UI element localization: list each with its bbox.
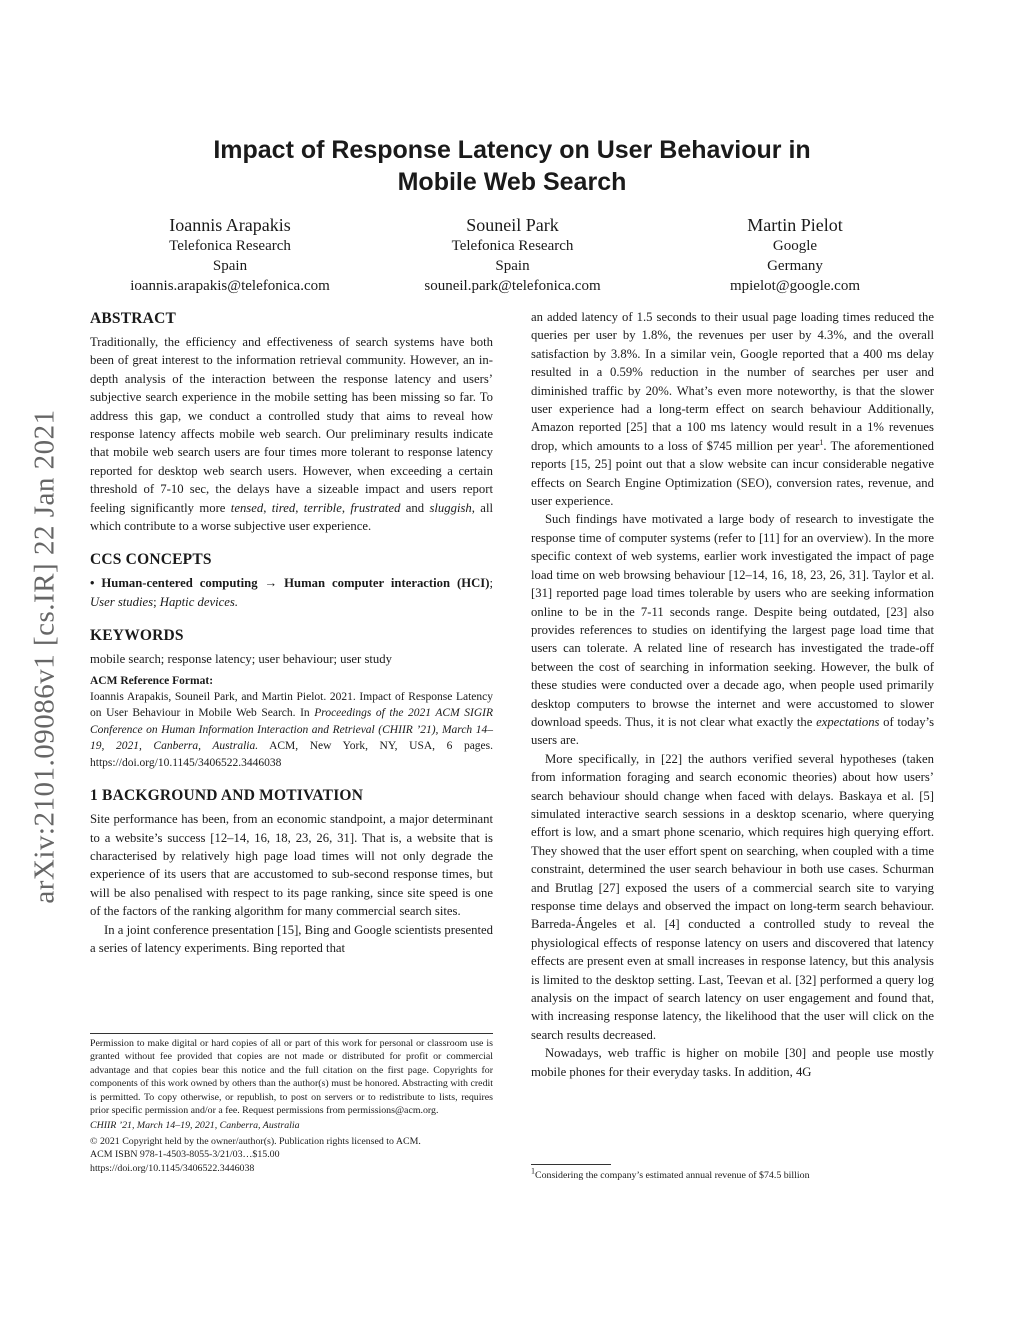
acm-reference-text [90, 689, 493, 772]
author-org: Telefonica Research [169, 238, 291, 254]
author-block [655, 214, 935, 296]
author-country: Spain [212, 258, 248, 274]
paragraph: Site performance has been, from an economic standpoint, a major determinant to a website’s success [12–14, 16, 18, 23, 26, 31]. That is, a website that is characterised by relatively high page load times will not only degrade the experience of its users that are accustomed to sub-second response times, but will be also penalised with respect to its page ranking, since site speed is one of the factors of the ranking algorithm for many commercial search sites. [90, 812, 493, 919]
text: Traditionally, the efficiency and effectiveness of search systems have both been of great interest to the information retrieval community. However, an in-depth analysis of the interaction between the response latency and users’ subjective search experience in the mobile setting has been missing so far. To address this gap, we conduct a controlled study that aims to reveal how response latency affects mobile web search. Our preliminary results indicate that mobile web search users are four times more tolerant to response latency reported for desktop web search users. However, when exceeding a certain threshold of 7-10 sec, the delays have a sizeable impact and users report feeling significantly more [90, 335, 493, 515]
acm-reference-label: ACM Reference Format: [90, 674, 214, 687]
paragraph: In a joint conference presentation [15], Bing and Google scientists presented a series of latency experiments. Bing reported that [90, 922, 493, 956]
copyright: © 2021 Copyright held by the owner/author(s). Publication rights licensed to ACM. [90, 1135, 421, 1147]
emphasis: Proceedings of the 2021 ACM SIGIR Conference on Human Information Interaction and Retrieval (CHIIR ’21), March 14–19, 2021, Canberra, Australia. [90, 707, 494, 753]
ccs-heading: CCS CONCEPTS [90, 551, 212, 569]
author-block [90, 214, 370, 296]
emphasis: tired [271, 500, 296, 515]
emphasis: frustrated [350, 500, 401, 515]
ccs-concept: • Human-centered computing → Human computer interaction (HCI) [90, 576, 490, 591]
abstract-text: Traditionally, the efficiency and effectiveness of search systems have both been of great interest to the information retrieval community. However, an in-depth analysis of the interaction between the response latency and users’ subjective search experience in the mobile setting has been missing so far. To address this gap, we conduct a controlled study that aims to reveal how response latency affects mobile web search. Our preliminary results indicate that mobile web search users are four times more tolerant to response latency reported for desktop web search users. However, when exceeding a certain threshold of 7-10 sec, the delays have a sizeable impact and users report feeling significantly more tensed, tired, terrible, frustrated and sluggish, all which contribute to a worse subjective user experience. [90, 335, 493, 534]
footnote-rule [531, 1164, 611, 1165]
emphasis: terrible [303, 500, 342, 515]
paragraph [531, 308, 934, 510]
isbn: ACM ISBN 978-1-4503-8055-3/21/03…$15.00 [90, 1149, 280, 1161]
text: Such findings have motivated a large body of research to investigate the response time of computer systems (refer to [11] for an overview). In the more specific context of web systems, earlier work investigated the impact of page load time on web browsing behaviour [12–14, 16, 18, 23, 26, 31]. Taylor et al. [31] reported page load times tolerable by users who are seeking information online to be in the 7-11 seconds range. Despite being outdated, [23] also provides references to studies on identifying the largest page load time that users can tolerate. A related line of research has investigated the trade-off between the cost of searching in information seeking. However, the bulk of these studies were conducted over a decade ago, when people used primarily desktop computers to browse the internet and were accustomed to slower download speeds. Thus, it is not clear what exactly the [531, 512, 934, 729]
author-org: Google [772, 238, 818, 254]
section-heading: 1 BACKGROUND AND MOTIVATION [90, 787, 364, 805]
right-column [531, 308, 934, 1081]
author-email: ioannis.arapakis@telefonica.com [130, 278, 330, 294]
footnote-text: Considering the company’s estimated annual revenue of $74.5 billion [535, 1170, 810, 1181]
footnote [531, 1164, 934, 1182]
text: . The aforementioned reports [15, 25] point out that a slow website can incur considerable negative effects on Search Engine Optimization (SEO), conversion rates, revenue, and user experience. [531, 438, 934, 509]
author-name: Ioannis Arapakis [169, 215, 291, 235]
left-column [90, 308, 493, 957]
emphasis: expectations [816, 714, 880, 729]
emphasis: tensed [230, 500, 264, 515]
author-name: Souneil Park [466, 215, 559, 235]
ccs-concept: User studies [90, 594, 154, 609]
author-country: Spain [495, 258, 530, 274]
text: an added latency of 1.5 seconds to their usual page loading times reduced the queries per user by 1.8%, the revenues per user by 4.3%, and the overall satisfaction by 3.8%. In a similar vein, Google reported that a 400 ms delay resulted in a 0.59% reduction in the number of searches per user and diminished traffic by 20%. What’s even more noteworthy, is that the slower user experience had a long-term effect on search behaviour Additionally, Amazon reported [25] that a 100 ms latency would result in a 1% revenues drop, which amounts to a loss of $745 million per year [531, 310, 934, 453]
author-country: Germany [767, 258, 823, 274]
author-org: Telefonica Research [451, 238, 574, 254]
text: Ioannis Arapakis, Souneil Park, and Martin Pielot. 2021. Impact of Response Latency on User Behaviour in Mobile Web Search. In [90, 690, 493, 720]
author-email: souneil.park@telefonica.com [424, 278, 601, 294]
paragraph: Nowadays, web traffic is higher on mobile [30] and people use mostly mobile phones for their everyday tasks. In addition, 4G [531, 1046, 934, 1079]
emphasis: sluggish [429, 500, 472, 515]
text: and [400, 500, 430, 515]
title-line: Impact of Response Latency on User Behaviour in [213, 136, 811, 164]
footnote-mark: 1 [531, 1166, 535, 1176]
permission-text: Permission to make digital or hard copies of all or part of this work for personal or classroom use is granted without fee provided that copies are not made or distributed for profit or commercial advantage and that copies bear this notice and the full citation on the first page. Copyrights for components of this work owned by others than the author(s) must be honored. Abstracting with credit is permitted. To copy otherwise, or republish, to post on servers or to redistribute to lists, requires prior specific permission and/or a fee. Request permissions from permissions@acm.org. [90, 1038, 493, 1117]
paper-title [0, 134, 1024, 198]
keywords-text: mobile search; response latency; user behaviour; user study [90, 652, 392, 667]
doi-link[interactable]: https://doi.org/10.1145/3406522.3446038 [90, 1162, 255, 1174]
author-list [90, 214, 935, 296]
text: , all which contribute to a worse subjective user experience. [90, 500, 493, 534]
author-name: Martin Pielot [747, 215, 843, 235]
text: of today’s users are. [531, 714, 935, 748]
permission-block [90, 1033, 493, 1175]
arxiv-stamp: arXiv:2101.09086v1 [cs.IR] 22 Jan 2021 [28, 409, 61, 904]
venue: CHIIR ’21, March 14–19, 2021, Canberra, Australia [90, 1120, 300, 1132]
ccs-text: • Human-centered computing → Human computer interaction (HCI); User studies; Haptic devices. [90, 576, 493, 609]
footnote-mark: 1 [819, 437, 824, 447]
ccs-concept: Haptic devices. [159, 594, 239, 609]
author-email: mpielot@google.com [729, 278, 861, 294]
title-line: Mobile Web Search [397, 168, 627, 196]
author-block [373, 214, 653, 296]
keywords-heading: KEYWORDS [90, 627, 184, 645]
paragraph: More specifically, in [22] the authors verified several hypotheses (taken from information foraging and search economic theories) about how users’ search behaviour should change when faced with delays. Baskaya et al. [5] simulated interactive search sessions in a desktop scenario, where querying effort is low, and a smart phone scenario, which requires high querying effort. They showed that the user effort spent on searching, when coupled with a time constraint, determined the user search behaviour in both use cases. Schurman and Brutlag [27] exposed the users of a commercial search site to varying response time delays and observed the impact on long-term search behaviour. Barreda-Ángeles et al. [4] conducted a controlled study to reveal the physiological effects of response latency on users and discovered that latency effects are present even at small increases in response latency, but this analysis is limited to the desktop setting. Last, Teevan et al. [32] performed a query log analysis on the impact of search latency on user engagement and found that, with increasing response latency, the likelihood that the user will click on the search results decreased. [531, 751, 934, 1042]
paragraph [531, 510, 934, 749]
text: ACM, New York, NY, USA, 6 pages. https://doi.org/10.1145/3406522.3446038 [90, 740, 494, 769]
abstract-heading: ABSTRACT [90, 310, 177, 327]
